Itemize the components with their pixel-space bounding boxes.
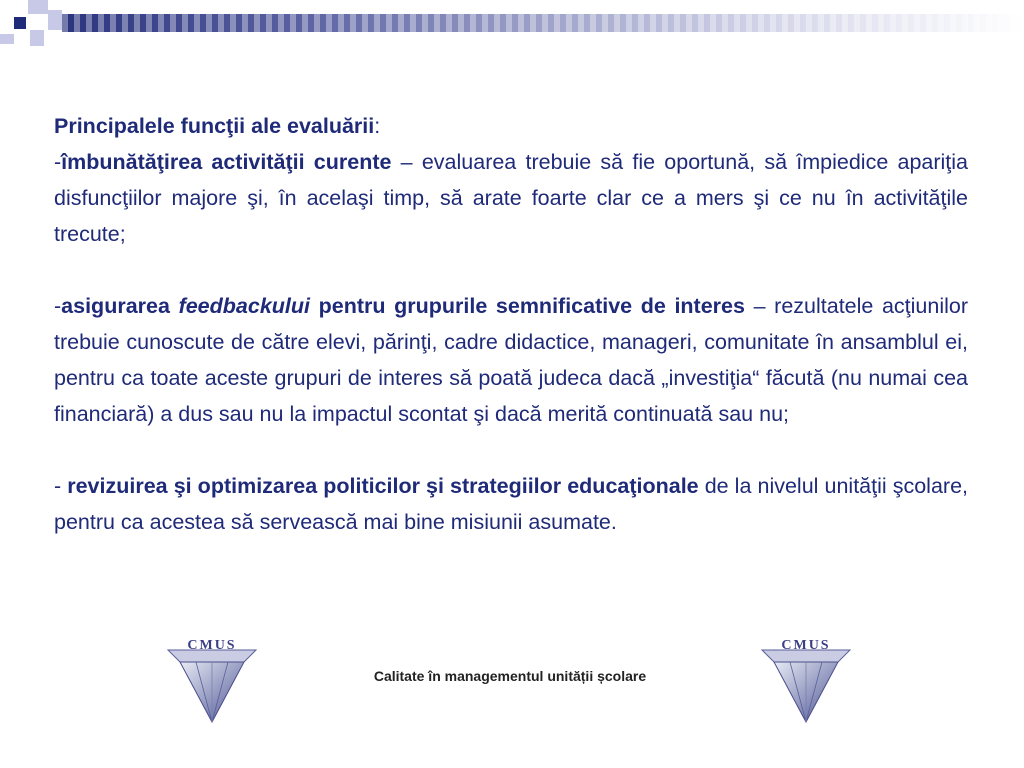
dash: -: [54, 150, 62, 174]
dash: -: [54, 474, 68, 498]
decor-square: [0, 34, 14, 44]
dash: -: [54, 294, 62, 318]
logo-text: CMUS: [187, 638, 237, 653]
slide-title: [54, 108, 968, 144]
paragraph-2: [54, 288, 968, 432]
paragraph-1-bold: îmbunătăţirea activităţii curente: [61, 150, 392, 174]
decor-square-dark: [14, 17, 26, 29]
paragraph-3: [54, 468, 968, 540]
paragraph-2-bold-a: asigurarea: [61, 294, 179, 318]
decor-square: [30, 30, 44, 46]
slide-content: [54, 108, 968, 540]
cmus-logo-left: [164, 636, 260, 728]
decor-square: [48, 10, 62, 30]
header-gradient-bar: [62, 14, 1024, 32]
title-text: Principalele funcţii ale evaluării: [54, 114, 375, 138]
paragraph-3-bold: revizuirea şi optimizarea politicilor şi strategiilor educaţionale: [67, 474, 699, 498]
cmus-logo-right: [758, 636, 854, 728]
spacer: [54, 432, 968, 468]
paragraph-2-bold-b: pentru grupurile semnificative de interes: [310, 294, 745, 318]
spacer: [54, 252, 968, 288]
footer-caption: Calitate în managementul unității școlare: [373, 668, 647, 684]
logo-text: CMUS: [781, 638, 831, 653]
paragraph-2-bold-italic: feedbackului: [178, 294, 310, 318]
title-colon: :: [374, 114, 381, 138]
paragraph-1-text: – evaluarea trebuie să fie oportună, să împiedice apariţia disfuncţiilor majore şi, în acelaşi timp, să arate foarte clar ce a mers şi ce nu în activităţile trecute;: [54, 150, 969, 246]
decor-square: [28, 0, 48, 14]
paragraph-1: [54, 144, 968, 252]
paragraph-3-text: de la nivelul unităţii şcolare, pentru ca acestea să servească mai bine misiunii asumate.: [54, 474, 968, 534]
paragraph-2-text: – rezultatele acţiunilor trebuie cunoscute de către elevi, părinţi, cadre didactice, manageri, comunitate în ansamblul ei, pentru ca toate aceste grupuri de interes să poată judeca dacă „investiţia“ făcută (nu numai cea financiară) a dus sau nu la impactul scontat şi dacă merită continuată sau nu;: [54, 294, 969, 426]
